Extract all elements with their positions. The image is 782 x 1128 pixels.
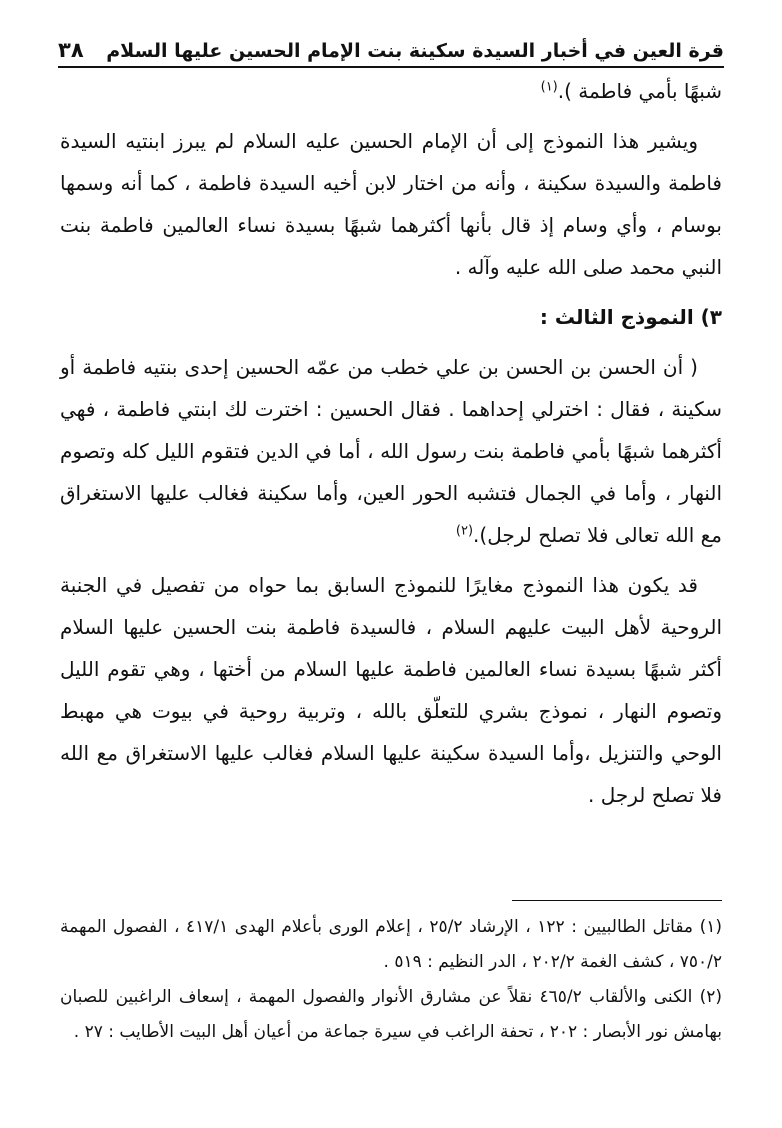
running-title: قرة العين في أخبار السيدة سكينة بنت الإمام الحسين عليها السلام [106, 40, 724, 62]
footnote-2: (٢) الكنى والألقاب ٤٦٥/٢ نقلاً عن مشارق الأنوار والفصول المهمة ، إسعاف الراغبين للصبان بهامش نور الأبصار : ٢٠٢ ، تحفة الراغب في سيرة جماعة من أعيان أهل البيت الأطايب : ٢٧ . [60, 987, 722, 1042]
footnote-ref-2[interactable]: (٢) [455, 523, 474, 539]
footnotes [60, 910, 722, 1050]
paragraph-text: ( أن الحسن بن الحسن بن علي خطب من عمّه الحسين إحدى بنتيه فاطمة أو سكينة ، فقال : اخترلي إحداهما . فقال الحسين : اخترت لك ابنتي فاطمة ، فهي أكثرهما شبهًا بأمي فاطمة بنت رسول الله ، أما في الدين فتقوم الليل كله وتصوم النهار ، وأما في الجمال فتشبه الحور العين، وأما سكينة فغالب عليها الاستغراق مع الله تعالى فلا تصلح لرجل). [60, 355, 722, 547]
paragraph-commentary-1: ويشير هذا النموذج إلى أن الإمام الحسين عليه السلام لم يبرز ابنتيه السيدة فاطمة والسيدة سكينة ، وأنه من اختار لابن أخيه السيدة فاطمة ، كما أنه وسمها بوسام ، وأي وسام إذ قال بأنها أكثرهما شبهًا بسيدة نساء العالمين فاطمة بنت النبي محمد صلى الله عليه وآله . [60, 129, 722, 279]
page-number: ٣٨ [58, 38, 84, 62]
footnote-1: (١) مقاتل الطالبيين : ١٢٢ ، الإرشاد ٢٥/٢ ، إعلام الورى بأعلام الهدى ٤١٧/١ ، الفصول المهمة ٧٥٠/٢ ، كشف الغمة ٢٠٢/٢ ، الدر النظيم : ٥١٩ . [60, 917, 722, 972]
paragraph-text: شبهًا بأمي فاطمة ). [557, 79, 722, 103]
main-text [60, 70, 722, 824]
running-header [58, 28, 724, 68]
section-heading: ٣) النموذج الثالث : [539, 305, 722, 329]
footnote-separator [512, 900, 722, 901]
footnote-ref-1[interactable]: (١) [540, 79, 558, 95]
paragraph-commentary-2: قد يكون هذا النموذج مغايرًا للنموذج السابق بما حواه من تفصيل في الجنبة الروحية لأهل البيت عليهم السلام ، فالسيدة فاطمة بنت الحسين عليها السلام أكثر شبهًا بسيدة نساء العالمين فاطمة عليها السلام من أختها ، وهي تقوم الليل وتصوم النهار ، نموذج بشري للتعلّق بالله ، وتربية روحية في بيوت هي مهبط الوحي والتنزيل ،وأما السيدة سكينة عليها السلام فغالب عليها الاستغراق مع الله فلا تصلح لرجل . [60, 573, 722, 807]
paragraph-quote-end [60, 70, 722, 112]
paragraph-narration [60, 346, 722, 556]
